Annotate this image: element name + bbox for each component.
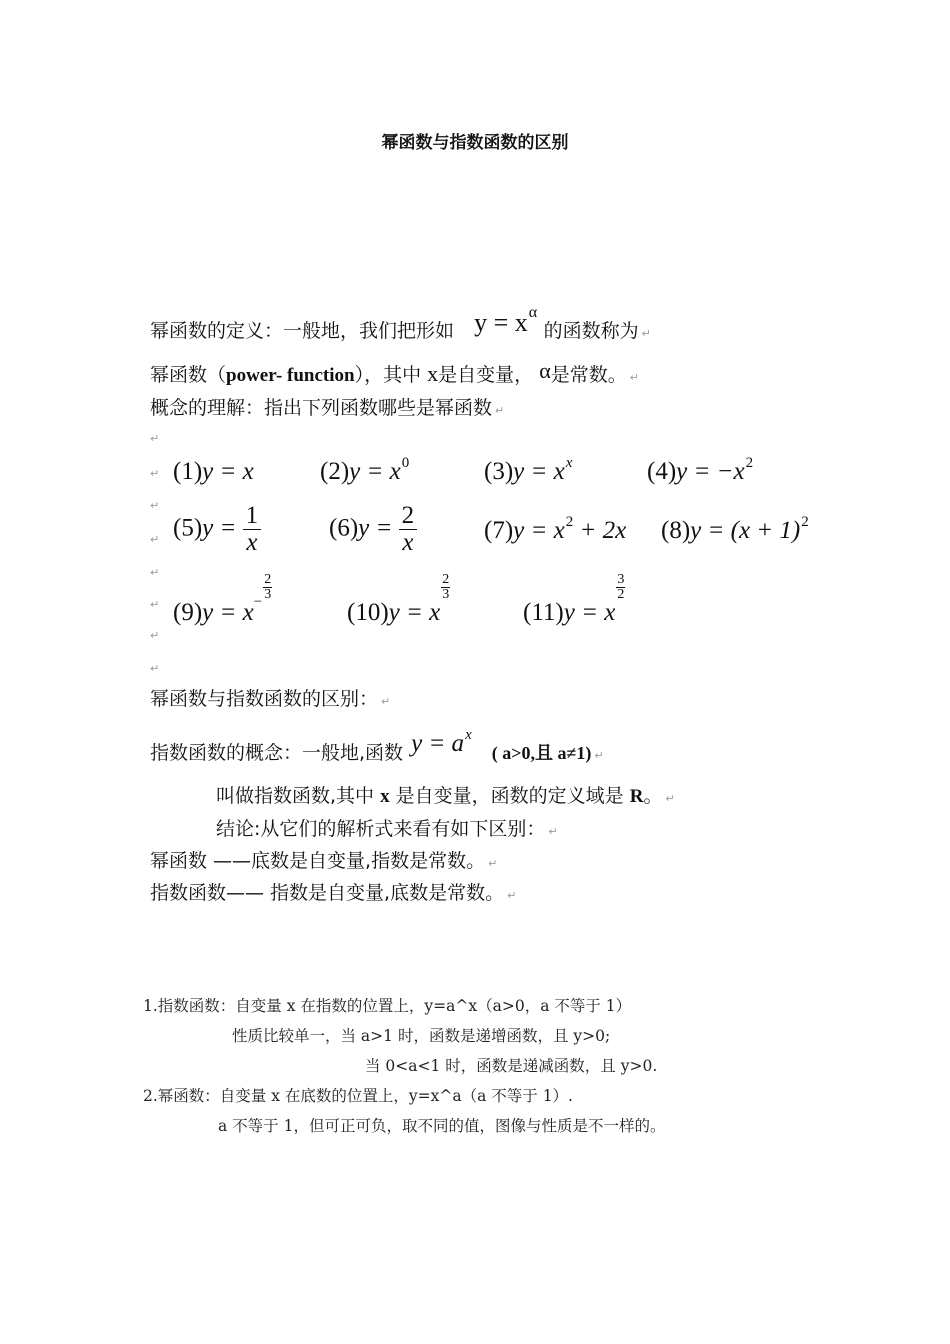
example-2: $(2)y = x^0$ (320, 455, 410, 485)
page-title: 幂函数与指数函数的区别 (381, 133, 569, 153)
definition-line-3 (150, 393, 504, 420)
exponent-fraction: $\frac{2}{3}$ (264, 572, 272, 602)
exponential-condition: ( a>0,且 a≠1) (491, 743, 592, 763)
paragraph-mark: ↵ (150, 499, 160, 512)
example-4: $(4)y = -x^2$ (647, 455, 754, 485)
paragraph-mark: ↵ (150, 598, 160, 611)
variable-x: x (427, 361, 439, 386)
power-function-english: power- function (226, 365, 355, 386)
power-function-summary: 幂函数 ——底数是自变量,指数是常数。 ↵ (150, 850, 498, 872)
exponential-formula: $y = a^x$ (411, 727, 472, 757)
paragraph-mark: ↵ (495, 404, 505, 417)
exponential-definition: 指数函数的概念：一般地,函数 $y = a^x$ ( a>0,且 a≠1) ↵ (150, 727, 604, 764)
paragraph-mark: ↵ (150, 533, 160, 546)
exponential-line-2: 叫做指数函数,其中 x 是自变量，函数的定义域是 R。 ↵ (216, 785, 675, 807)
definition-line-3-text: 概念的理解：指出下列函数哪些是幂函数 (150, 397, 493, 419)
fraction-one-over-x: $\frac{1}{x}$ (243, 503, 262, 557)
paragraph-mark: ↵ (150, 467, 160, 480)
paragraph-mark: ↵ (150, 432, 160, 445)
example-11: (11)y = x $\frac{3}{2}$ (523, 572, 625, 626)
fraction-two-over-x: $\frac{2}{x}$ (399, 503, 418, 557)
alpha-symbol: α (539, 358, 551, 383)
example-5: (5)y = $\frac{1}{x}$ (173, 503, 261, 557)
paragraph-mark: ↵ (629, 371, 639, 384)
example-9: (9)y = x− $\frac{2}{3}$ (173, 572, 272, 626)
paragraph-mark: ↵ (150, 566, 160, 579)
example-10: (10)y = x $\frac{2}{3}$ (347, 572, 450, 626)
example-3: $(3)y = x^x$ (484, 455, 573, 485)
definition-line-2-a: 幂函数（ (150, 364, 227, 386)
definition-line-2-b: ），其中 (354, 364, 422, 386)
note-2: 2.幂函数：自变量 x 在底数的位置上，y=x^a（a 不等于 1）. (143, 1087, 573, 1105)
definition-line-2 (150, 360, 639, 387)
definition-text-b: 的函数称为 (543, 320, 639, 342)
definition-line-2-c: 是自变量， (438, 364, 534, 386)
paragraph-mark: ↵ (150, 629, 160, 642)
example-6: (6)y = $\frac{2}{x}$ (329, 503, 417, 557)
power-formula-base: y = x (474, 308, 528, 337)
definition-line-1 (150, 304, 651, 344)
exponent-fraction: $\frac{3}{2}$ (617, 572, 625, 602)
note-1-property: 性质比较单一，当 a>1 时，函数是递增函数，且 y>0; (232, 1027, 611, 1045)
definition-text-a: 幂函数的定义：一般地，我们把形如 (150, 320, 455, 342)
definition-line-2-d: 是常数。 (550, 364, 627, 386)
exponential-function-summary: 指数函数—— 指数是自变量,底数是常数。 ↵ (150, 882, 517, 904)
example-1: (1)y = x (173, 458, 254, 485)
example-8: $(8)y = (x + 1)^2$ (661, 514, 809, 544)
difference-heading: 幂函数与指数函数的区别： ↵ (150, 688, 391, 710)
note-1: 1.指数函数：自变量 x 在指数的位置上，y=a^x（a>0，a 不等于 1） (143, 997, 632, 1015)
example-7: $(7)y = x^2 + 2x$ (484, 514, 627, 544)
paragraph-mark: ↵ (641, 327, 651, 340)
conclusion-line: 结论:从它们的解析式来看有如下区别： ↵ (216, 818, 558, 840)
note-1-property-2: 当 0<a<1 时，函数是递减函数，且 y>0. (365, 1057, 658, 1075)
note-2-detail: a 不等于 1，但可正可负，取不同的值，图像与性质是不一样的。 (218, 1117, 666, 1135)
paragraph-mark: ↵ (150, 662, 160, 675)
power-formula (474, 304, 544, 337)
power-formula-exponent: α (528, 304, 538, 321)
exponent-fraction: $\frac{2}{3}$ (442, 572, 450, 602)
